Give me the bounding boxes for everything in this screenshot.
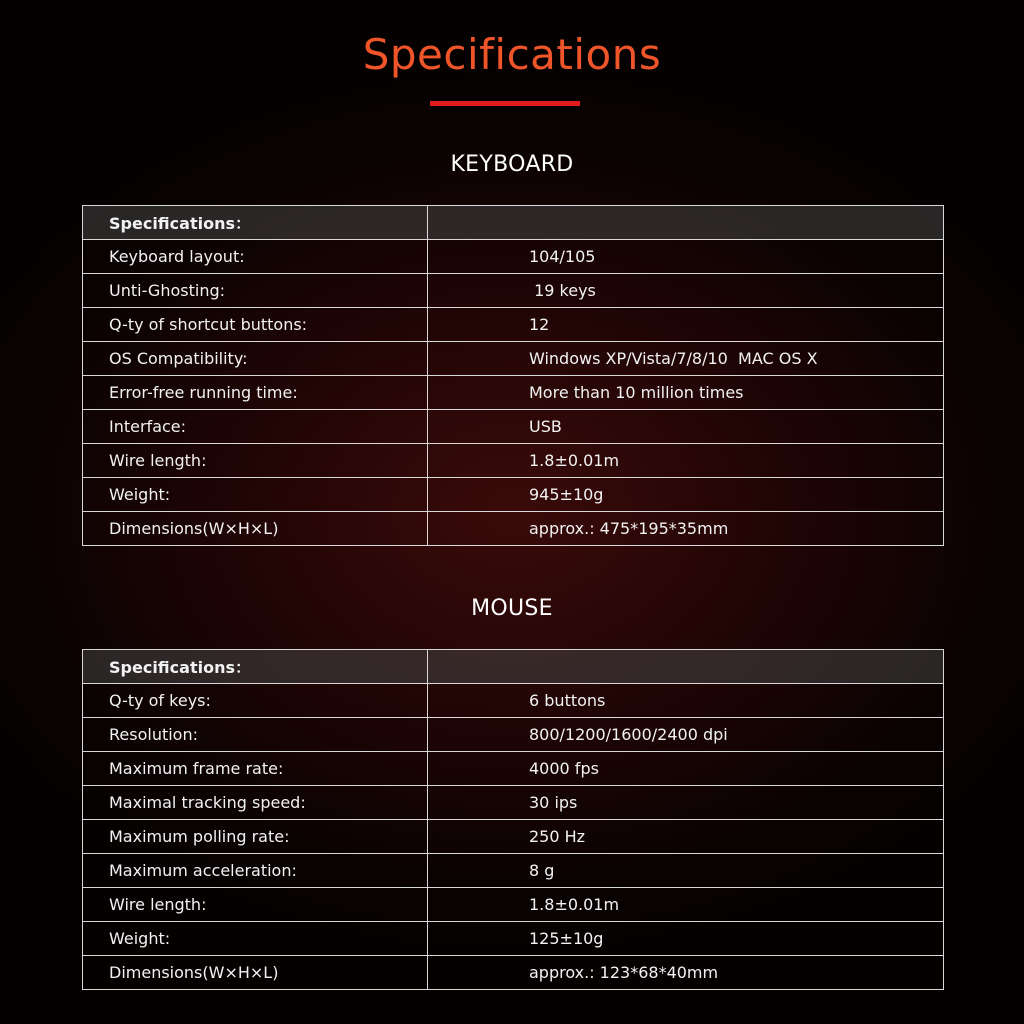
table-row (83, 888, 944, 922)
header-value (428, 206, 944, 240)
spec-value: 19 keys (428, 274, 944, 308)
spec-label: Resolution: (83, 718, 428, 752)
spec-value: 1.8±0.01m (428, 888, 944, 922)
table-header-row (83, 206, 944, 240)
spec-value: 250 Hz (428, 820, 944, 854)
spec-value: USB (428, 410, 944, 444)
spec-value: 945±10g (428, 478, 944, 512)
keyboard-spec-table (82, 205, 944, 546)
spec-value: 30 ips (428, 786, 944, 820)
spec-label: Dimensions(W×H×L) (83, 512, 428, 546)
spec-label: Weight: (83, 922, 428, 956)
spec-value: 125±10g (428, 922, 944, 956)
spec-value: 12 (428, 308, 944, 342)
spec-label: Error-free running time: (83, 376, 428, 410)
table-row (83, 444, 944, 478)
keyboard-heading: KEYBOARD (450, 152, 574, 177)
spec-label: Maximum frame rate: (83, 752, 428, 786)
spec-label: Q-ty of shortcut buttons: (83, 308, 428, 342)
table-row (83, 956, 944, 990)
spec-label: Q-ty of keys: (83, 684, 428, 718)
spec-value: approx.: 475*195*35mm (428, 512, 944, 546)
table-row (83, 478, 944, 512)
table-row (83, 308, 944, 342)
table-row (83, 274, 944, 308)
table-row (83, 684, 944, 718)
spec-label: Unti-Ghosting: (83, 274, 428, 308)
table-row (83, 342, 944, 376)
table-row (83, 922, 944, 956)
spec-label: Interface: (83, 410, 428, 444)
spec-value: 6 buttons (428, 684, 944, 718)
table-row (83, 376, 944, 410)
table-row (83, 718, 944, 752)
spec-value: approx.: 123*68*40mm (428, 956, 944, 990)
spec-value: Windows XP/Vista/7/8/10 MAC OS X (428, 342, 944, 376)
mouse-heading: MOUSE (471, 596, 553, 621)
table-row (83, 752, 944, 786)
spec-label: Keyboard layout: (83, 240, 428, 274)
spec-label: Maximum acceleration: (83, 854, 428, 888)
header-value (428, 650, 944, 684)
spec-value: 800/1200/1600/2400 dpi (428, 718, 944, 752)
spec-label: OS Compatibility: (83, 342, 428, 376)
spec-label: Dimensions(W×H×L) (83, 956, 428, 990)
spec-value: 1.8±0.01m (428, 444, 944, 478)
title-underline (430, 101, 580, 106)
spec-value: 4000 fps (428, 752, 944, 786)
table-row (83, 410, 944, 444)
table-row (83, 786, 944, 820)
spec-label: Weight: (83, 478, 428, 512)
table-row (83, 512, 944, 546)
spec-label: Wire length: (83, 444, 428, 478)
table-header-row (83, 650, 944, 684)
spec-label: Maximum polling rate: (83, 820, 428, 854)
header-label: Specifications： (83, 206, 428, 240)
spec-value: 104/105 (428, 240, 944, 274)
table-row (83, 240, 944, 274)
mouse-spec-table (82, 649, 944, 990)
table-row (83, 820, 944, 854)
spec-value: More than 10 million times (428, 376, 944, 410)
spec-value: 8 g (428, 854, 944, 888)
table-row (83, 854, 944, 888)
page-title: Specifications (362, 30, 662, 79)
header-label: Specifications： (83, 650, 428, 684)
spec-label: Wire length: (83, 888, 428, 922)
spec-label: Maximal tracking speed: (83, 786, 428, 820)
